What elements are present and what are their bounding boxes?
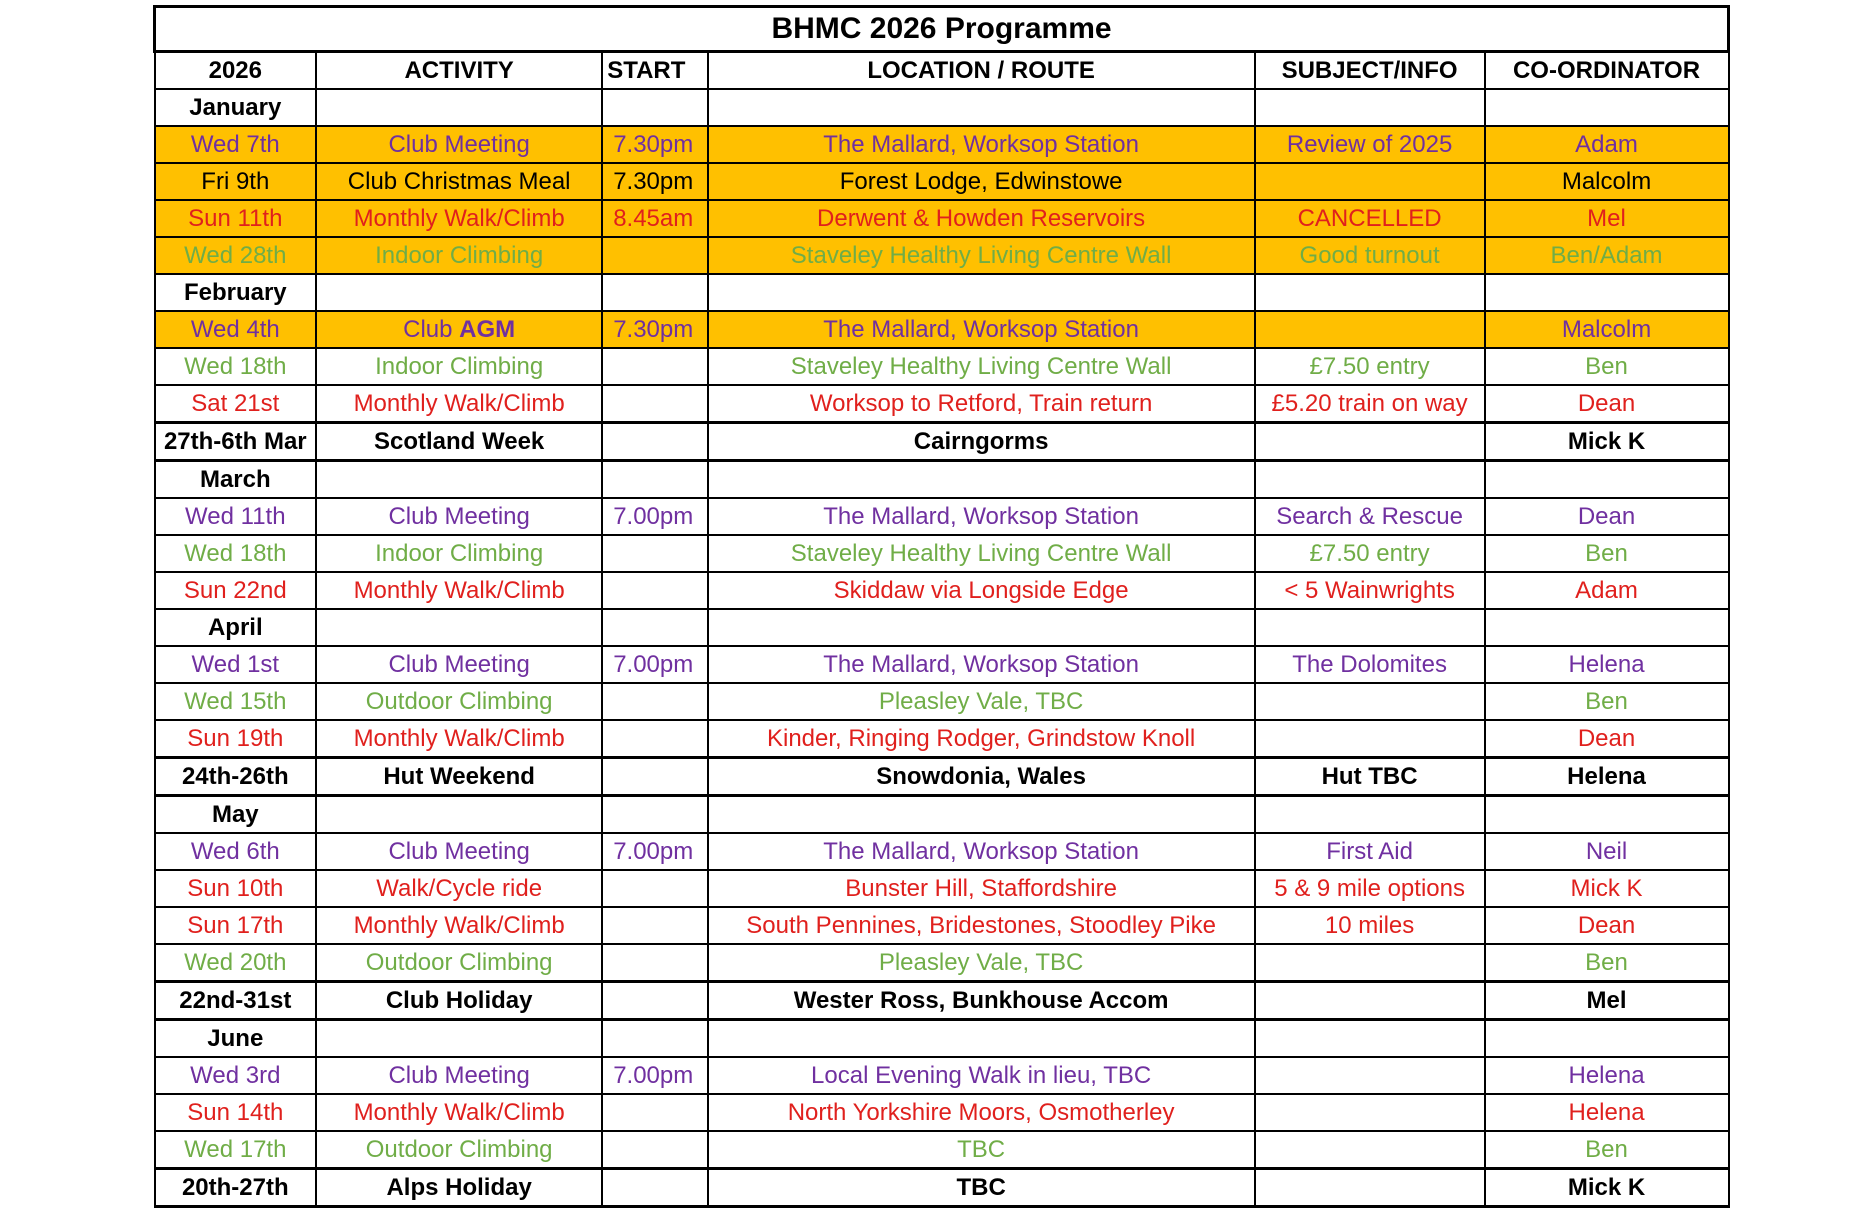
coordinator-cell: Helena — [1485, 758, 1729, 796]
month-row — [155, 461, 1729, 499]
activity-emphasis: AGM — [459, 315, 516, 343]
location-cell: Staveley Healthy Living Centre Wall — [708, 535, 1255, 572]
table-row — [155, 1094, 1729, 1131]
start-cell — [602, 907, 707, 944]
column-header-activity: ACTIVITY — [316, 52, 602, 90]
start-cell: 7.00pm — [602, 833, 707, 870]
info-cell — [1255, 982, 1485, 1020]
activity-cell: Indoor Climbing — [316, 535, 602, 572]
info-cell: 5 & 9 mile options — [1255, 870, 1485, 907]
month-label: January — [155, 89, 317, 126]
start-cell: 7.30pm — [602, 126, 707, 163]
table-row — [155, 720, 1729, 758]
coordinator-cell: Mel — [1485, 982, 1729, 1020]
coordinator-cell: Ben/Adam — [1485, 237, 1729, 274]
location-cell — [708, 796, 1255, 834]
location-cell: The Mallard, Worksop Station — [708, 126, 1255, 163]
date-cell: Sun 22nd — [155, 572, 317, 609]
start-cell — [602, 944, 707, 982]
location-cell: Local Evening Walk in lieu, TBC — [708, 1057, 1255, 1094]
coordinator-cell: Dean — [1485, 498, 1729, 535]
info-cell: 10 miles — [1255, 907, 1485, 944]
coordinator-cell — [1485, 274, 1729, 311]
column-header-start: START — [602, 52, 707, 90]
info-cell: £7.50 entry — [1255, 348, 1485, 385]
date-cell: Wed 7th — [155, 126, 317, 163]
date-cell: Sun 19th — [155, 720, 317, 758]
start-cell — [602, 1020, 707, 1058]
start-cell — [602, 796, 707, 834]
coordinator-cell: Dean — [1485, 720, 1729, 758]
info-cell — [1255, 1057, 1485, 1094]
activity-cell: Outdoor Climbing — [316, 944, 602, 982]
coordinator-cell: Mel — [1485, 200, 1729, 237]
date-cell: Sat 21st — [155, 385, 317, 423]
coordinator-cell — [1485, 796, 1729, 834]
info-cell — [1255, 1131, 1485, 1169]
info-cell — [1255, 423, 1485, 461]
date-cell: Sun 14th — [155, 1094, 317, 1131]
coordinator-cell: Ben — [1485, 1131, 1729, 1169]
activity-cell: Monthly Walk/Climb — [316, 200, 602, 237]
table-row — [155, 572, 1729, 609]
location-cell: The Mallard, Worksop Station — [708, 498, 1255, 535]
month-row — [155, 796, 1729, 834]
table-row — [155, 833, 1729, 870]
activity-cell — [316, 274, 602, 311]
info-cell — [1255, 311, 1485, 348]
start-cell — [602, 1169, 707, 1207]
location-cell: TBC — [708, 1169, 1255, 1207]
activity-cell: Scotland Week — [316, 423, 602, 461]
table-row — [155, 982, 1729, 1020]
coordinator-cell: Dean — [1485, 385, 1729, 423]
start-cell — [602, 609, 707, 646]
activity-cell: Alps Holiday — [316, 1169, 602, 1207]
table-row — [155, 311, 1729, 348]
date-cell: Wed 4th — [155, 311, 317, 348]
start-cell: 8.45am — [602, 200, 707, 237]
location-cell: Cairngorms — [708, 423, 1255, 461]
date-cell: 27th-6th Mar — [155, 423, 317, 461]
table-row — [155, 758, 1729, 796]
location-cell: TBC — [708, 1131, 1255, 1169]
date-cell: 22nd-31st — [155, 982, 317, 1020]
start-cell — [602, 720, 707, 758]
info-cell — [1255, 796, 1485, 834]
activity-cell: Club Christmas Meal — [316, 163, 602, 200]
location-cell: Staveley Healthy Living Centre Wall — [708, 237, 1255, 274]
start-cell — [602, 423, 707, 461]
table-row — [155, 385, 1729, 423]
table-row — [155, 870, 1729, 907]
info-cell: Search & Rescue — [1255, 498, 1485, 535]
programme-table — [153, 5, 1730, 1208]
start-cell — [602, 1131, 707, 1169]
start-cell — [602, 385, 707, 423]
info-cell — [1255, 944, 1485, 982]
month-label: February — [155, 274, 317, 311]
activity-cell — [316, 609, 602, 646]
start-cell — [602, 89, 707, 126]
date-cell: Wed 17th — [155, 1131, 317, 1169]
activity-cell — [316, 1020, 602, 1058]
coordinator-cell — [1485, 461, 1729, 499]
info-cell — [1255, 1020, 1485, 1058]
table-row — [155, 348, 1729, 385]
activity-cell — [316, 89, 602, 126]
date-cell: Wed 15th — [155, 683, 317, 720]
month-row — [155, 89, 1729, 126]
column-header-row — [155, 52, 1729, 90]
start-cell: 7.30pm — [602, 311, 707, 348]
date-cell: Wed 3rd — [155, 1057, 317, 1094]
table-row — [155, 1131, 1729, 1169]
activity-cell — [316, 796, 602, 834]
activity-cell: Club Meeting — [316, 126, 602, 163]
coordinator-cell: Malcolm — [1485, 311, 1729, 348]
coordinator-cell: Helena — [1485, 646, 1729, 683]
location-cell: The Mallard, Worksop Station — [708, 311, 1255, 348]
month-label: March — [155, 461, 317, 499]
info-cell — [1255, 609, 1485, 646]
location-cell: The Mallard, Worksop Station — [708, 833, 1255, 870]
table-row — [155, 1057, 1729, 1094]
month-row — [155, 274, 1729, 311]
coordinator-cell — [1485, 89, 1729, 126]
activity-cell: Club Meeting — [316, 833, 602, 870]
coordinator-cell: Ben — [1485, 348, 1729, 385]
activity-text: Club — [403, 315, 460, 343]
location-cell: Pleasley Vale, TBC — [708, 683, 1255, 720]
table-row — [155, 498, 1729, 535]
table-row — [155, 163, 1729, 200]
activity-cell: Indoor Climbing — [316, 348, 602, 385]
info-cell — [1255, 274, 1485, 311]
location-cell: Wester Ross, Bunkhouse Accom — [708, 982, 1255, 1020]
location-cell: Pleasley Vale, TBC — [708, 944, 1255, 982]
location-cell: Forest Lodge, Edwinstowe — [708, 163, 1255, 200]
location-cell: Worksop to Retford, Train return — [708, 385, 1255, 423]
table-row — [155, 944, 1729, 982]
start-cell: 7.00pm — [602, 646, 707, 683]
coordinator-cell: Adam — [1485, 572, 1729, 609]
info-cell: Review of 2025 — [1255, 126, 1485, 163]
info-cell — [1255, 1169, 1485, 1207]
start-cell — [602, 758, 707, 796]
date-cell: Wed 18th — [155, 535, 317, 572]
activity-cell — [316, 461, 602, 499]
location-cell — [708, 461, 1255, 499]
table-row — [155, 237, 1729, 274]
activity-cell: Outdoor Climbing — [316, 1131, 602, 1169]
programme-rows — [155, 89, 1729, 1207]
info-cell: The Dolomites — [1255, 646, 1485, 683]
activity-cell: Walk/Cycle ride — [316, 870, 602, 907]
date-cell: Wed 18th — [155, 348, 317, 385]
coordinator-cell — [1485, 609, 1729, 646]
coordinator-cell: Neil — [1485, 833, 1729, 870]
column-header-location: LOCATION / ROUTE — [708, 52, 1255, 90]
coordinator-cell: Helena — [1485, 1094, 1729, 1131]
coordinator-cell: Mick K — [1485, 423, 1729, 461]
table-row — [155, 1169, 1729, 1207]
location-cell — [708, 609, 1255, 646]
start-cell — [602, 870, 707, 907]
table-row — [155, 535, 1729, 572]
month-row — [155, 1020, 1729, 1058]
info-cell: First Aid — [1255, 833, 1485, 870]
start-cell — [602, 461, 707, 499]
month-label: June — [155, 1020, 317, 1058]
info-cell: < 5 Wainwrights — [1255, 572, 1485, 609]
info-cell — [1255, 683, 1485, 720]
info-cell: CANCELLED — [1255, 200, 1485, 237]
info-cell — [1255, 89, 1485, 126]
coordinator-cell: Mick K — [1485, 870, 1729, 907]
start-cell — [602, 572, 707, 609]
location-cell: North Yorkshire Moors, Osmotherley — [708, 1094, 1255, 1131]
location-cell: Skiddaw via Longside Edge — [708, 572, 1255, 609]
table-row — [155, 683, 1729, 720]
date-cell: Wed 1st — [155, 646, 317, 683]
activity-cell — [316, 311, 602, 348]
start-cell — [602, 274, 707, 311]
date-cell: 24th-26th — [155, 758, 317, 796]
location-cell: Derwent & Howden Reservoirs — [708, 200, 1255, 237]
start-cell: 7.30pm — [602, 163, 707, 200]
start-cell — [602, 1094, 707, 1131]
info-cell — [1255, 1094, 1485, 1131]
info-cell — [1255, 461, 1485, 499]
table-row — [155, 907, 1729, 944]
activity-cell: Club Holiday — [316, 982, 602, 1020]
month-row — [155, 609, 1729, 646]
activity-cell: Indoor Climbing — [316, 237, 602, 274]
activity-cell: Monthly Walk/Climb — [316, 572, 602, 609]
start-cell — [602, 348, 707, 385]
date-cell: Sun 10th — [155, 870, 317, 907]
activity-cell: Monthly Walk/Climb — [316, 385, 602, 423]
table-row — [155, 423, 1729, 461]
start-cell — [602, 982, 707, 1020]
coordinator-cell — [1485, 1020, 1729, 1058]
start-cell — [602, 535, 707, 572]
coordinator-cell: Mick K — [1485, 1169, 1729, 1207]
coordinator-cell: Ben — [1485, 535, 1729, 572]
info-cell — [1255, 163, 1485, 200]
month-label: April — [155, 609, 317, 646]
coordinator-cell: Helena — [1485, 1057, 1729, 1094]
start-cell — [602, 683, 707, 720]
location-cell: Kinder, Ringing Rodger, Grindstow Knoll — [708, 720, 1255, 758]
coordinator-cell: Dean — [1485, 907, 1729, 944]
info-cell: Good turnout — [1255, 237, 1485, 274]
column-header-date: 2026 — [155, 52, 317, 90]
coordinator-cell: Ben — [1485, 683, 1729, 720]
month-label: May — [155, 796, 317, 834]
date-cell: Sun 17th — [155, 907, 317, 944]
activity-cell: Hut Weekend — [316, 758, 602, 796]
start-cell: 7.00pm — [602, 498, 707, 535]
location-cell — [708, 1020, 1255, 1058]
column-header-info: SUBJECT/INFO — [1255, 52, 1485, 90]
date-cell: Sun 11th — [155, 200, 317, 237]
info-cell: £5.20 train on way — [1255, 385, 1485, 423]
location-cell: South Pennines, Bridestones, Stoodley Pike — [708, 907, 1255, 944]
date-cell: Wed 6th — [155, 833, 317, 870]
table-row — [155, 200, 1729, 237]
activity-cell: Monthly Walk/Climb — [316, 1094, 602, 1131]
date-cell: 20th-27th — [155, 1169, 317, 1207]
activity-cell: Club Meeting — [316, 1057, 602, 1094]
activity-cell: Club Meeting — [316, 646, 602, 683]
activity-cell: Monthly Walk/Climb — [316, 907, 602, 944]
date-cell: Fri 9th — [155, 163, 317, 200]
page-title: BHMC 2026 Programme — [155, 7, 1729, 52]
start-cell: 7.00pm — [602, 1057, 707, 1094]
date-cell: Wed 20th — [155, 944, 317, 982]
table-row — [155, 126, 1729, 163]
location-cell: Snowdonia, Wales — [708, 758, 1255, 796]
coordinator-cell: Ben — [1485, 944, 1729, 982]
info-cell: £7.50 entry — [1255, 535, 1485, 572]
location-cell — [708, 89, 1255, 126]
date-cell: Wed 11th — [155, 498, 317, 535]
date-cell: Wed 28th — [155, 237, 317, 274]
activity-cell: Outdoor Climbing — [316, 683, 602, 720]
column-header-coordinator: CO-ORDINATOR — [1485, 52, 1729, 90]
table-row — [155, 646, 1729, 683]
activity-cell: Club Meeting — [316, 498, 602, 535]
coordinator-cell: Adam — [1485, 126, 1729, 163]
coordinator-cell: Malcolm — [1485, 163, 1729, 200]
activity-cell: Monthly Walk/Climb — [316, 720, 602, 758]
location-cell: The Mallard, Worksop Station — [708, 646, 1255, 683]
location-cell: Bunster Hill, Staffordshire — [708, 870, 1255, 907]
info-cell: Hut TBC — [1255, 758, 1485, 796]
location-cell: Staveley Healthy Living Centre Wall — [708, 348, 1255, 385]
location-cell — [708, 274, 1255, 311]
start-cell — [602, 237, 707, 274]
info-cell — [1255, 720, 1485, 758]
